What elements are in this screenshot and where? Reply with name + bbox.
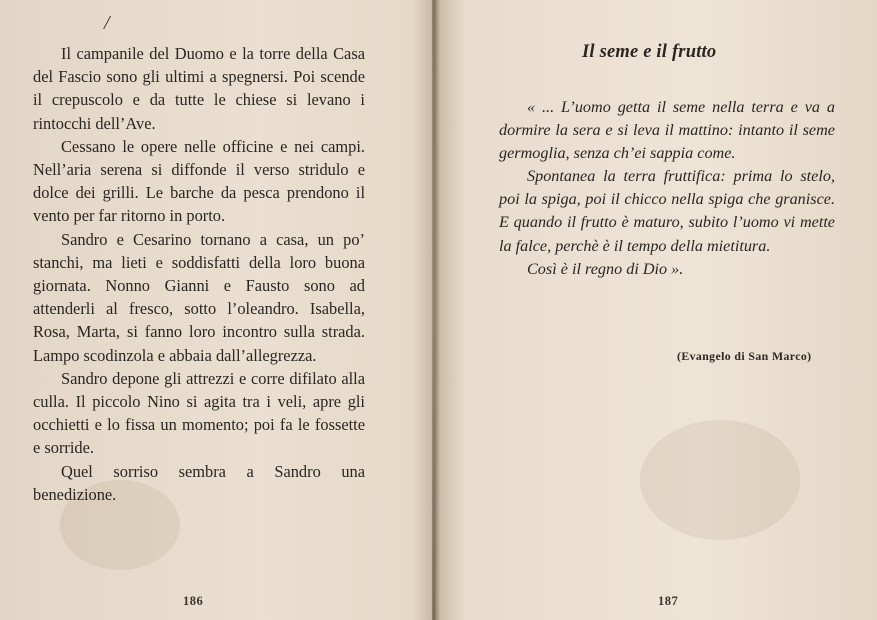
quote-paragraph: Così è il regno di Dio ». (527, 259, 684, 278)
right-page (437, 0, 877, 620)
paragraph: Sandro e Cesarino tornano a casa, un po’ stanchi, ma lieti e soddisfatti della loro buona giornata. Nonno Gianni e Fausto sono ad attenderli al fresco, sotto l’oleandro. Isabella, Rosa, Marta, si fanno loro incontro sulla strada. Lampo scodinzola e abbaia dall’allegrezza. (33, 229, 365, 365)
paragraph: Cessano le opere nelle officine e nei campi. Nell’aria serena si diffonde il verso stridulo e dolce dei grilli. Le barche da pesca prendono il vento per far ritorno in porto. (33, 136, 365, 226)
gospel-quote (499, 96, 835, 281)
quote-paragraph: Spontanea la terra fruttifica: prima lo stelo, poi la spiga, poi il chicco nella spiga che granisce. E quando il frutto è maturo, subito l’uomo vi mette la falce, perchè è il tempo della mietitura. (499, 167, 835, 255)
paragraph: Sandro depone gli attrezzi e corre difilato alla culla. Il piccolo Nino si agita tra i veli, apre gli occhietti e lo fissa un momento; poi fa le fossette e sorride. (33, 368, 365, 458)
paragraph: Il campanile del Duomo e la torre della Casa del Fascio sono gli ultimi a spegnersi. Poi scende il crepuscolo e da tutte le chiese si levano i rintocchi dell’Ave. (33, 44, 365, 133)
paragraph: Quel sorriso sembra a Sandro una benedizione. (33, 461, 365, 504)
left-page-text (33, 42, 365, 506)
quote-paragraph: « ... L’uomo getta il seme nella terra e va a dormire la sera e si leva il mattino: intanto il seme germoglia, senza ch’ei sappia come. (499, 98, 835, 163)
page-title: Il seme e il frutto (582, 42, 717, 62)
page-number: 187 (658, 594, 679, 608)
attribution: (Evangelo di San Marco) (677, 349, 812, 363)
left-page (0, 0, 432, 620)
book-gutter (432, 0, 435, 620)
corner-mark: / (104, 12, 110, 34)
page-number: 186 (183, 594, 204, 608)
